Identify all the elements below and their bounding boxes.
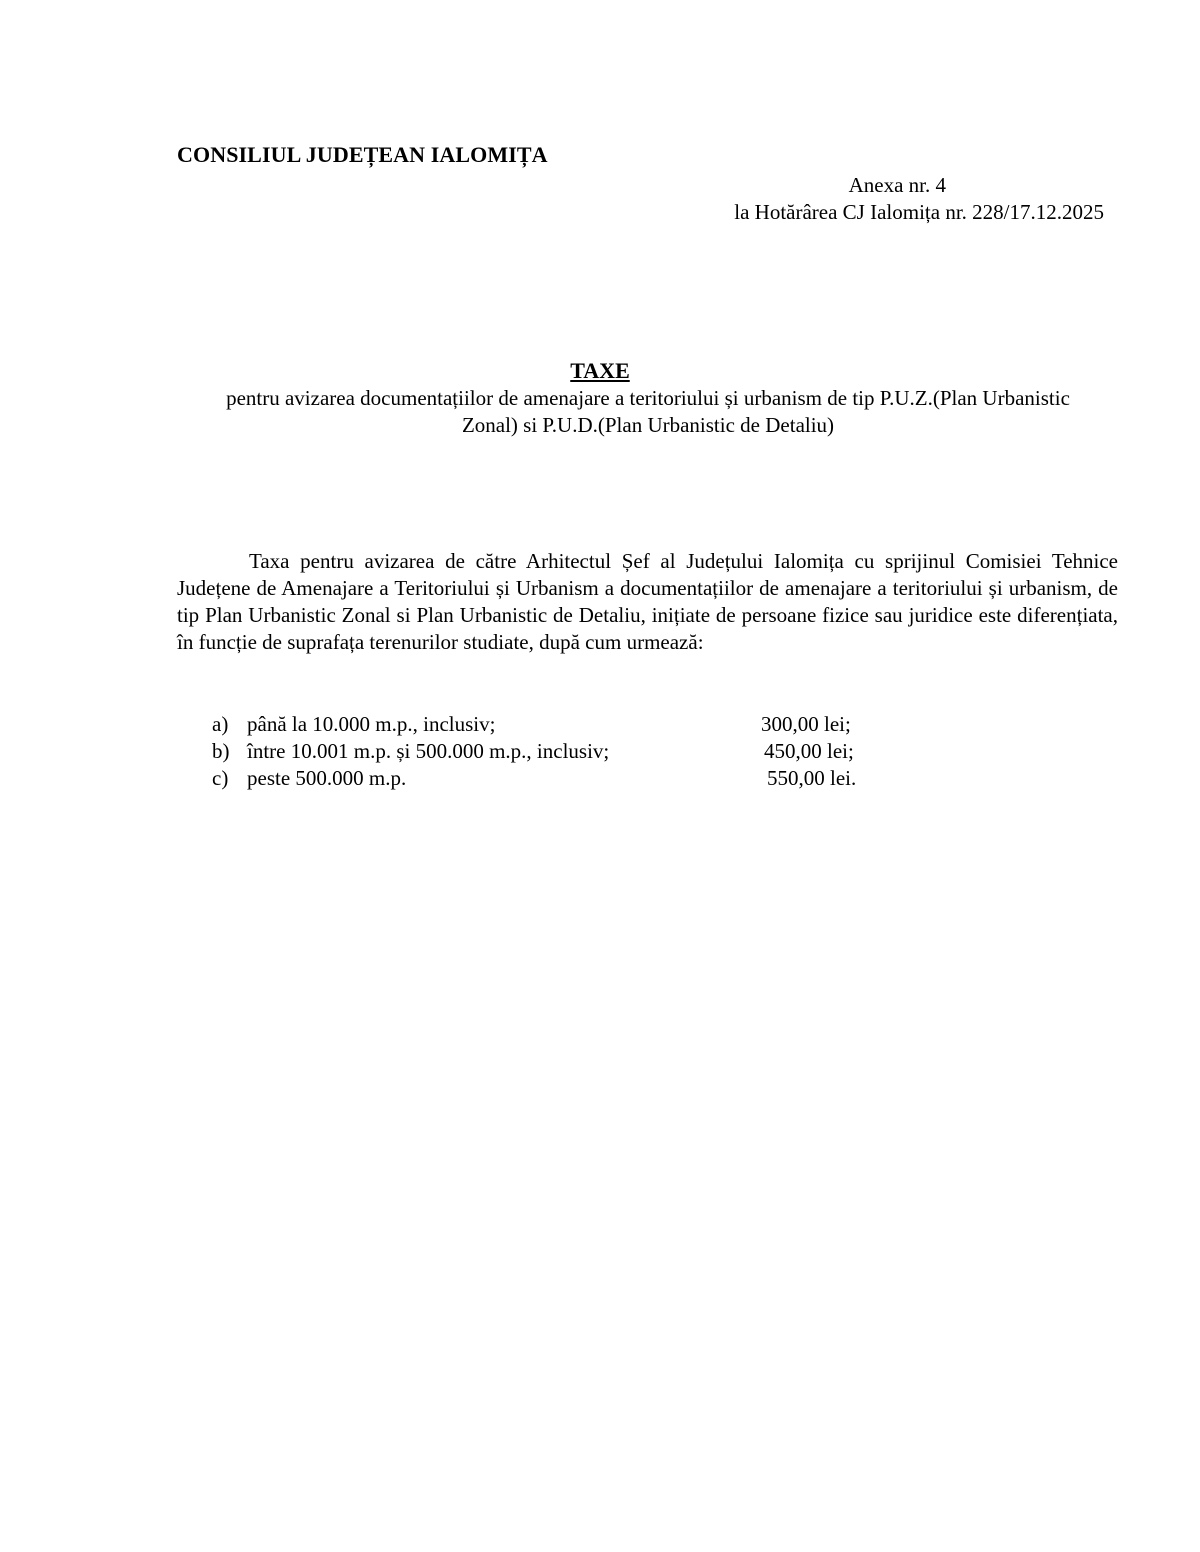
fee-description: peste 500.000 m.p. <box>247 766 407 790</box>
fee-item <box>212 738 912 765</box>
fee-amount: 450,00 lei; <box>764 739 854 763</box>
fee-marker: b) <box>212 739 230 763</box>
fee-item <box>212 711 912 738</box>
document-title: TAXE <box>570 358 630 383</box>
body-paragraph: Taxa pentru avizarea de către Arhitectul Șef al Județului Ialomița cu sprijinul Comisiei Tehnice Județene de Amenajare a Teritoriului și Urbanism a documentațiilor de amenajare a teritoriului și urbanism, de tip Plan Urbanistic Zonal si Plan Urbanistic de Detaliu, inițiate de persoane fizice sau juridice este diferențiata, în funcție de suprafața terenurilor studiate, după cum urmează: <box>177 549 1118 654</box>
fee-marker: c) <box>212 766 229 790</box>
decision-reference: la Hotărârea CJ Ialomița nr. 228/17.12.2025 <box>734 200 1104 224</box>
fee-amount: 550,00 lei. <box>767 766 857 790</box>
document-subtitle: pentru avizarea documentațiilor de amenajare a teritoriului și urbanism de tip P.U.Z.(Plan Urbanistic Zonal) si P.U.D.(Plan Urbanistic de Detaliu) <box>226 386 1070 437</box>
fee-amount: 300,00 lei; <box>761 712 851 736</box>
fee-item <box>212 765 912 792</box>
council-name: CONSILIUL JUDEȚEAN IALOMIȚA <box>177 142 548 167</box>
annex-number: Anexa nr. 4 <box>848 173 946 197</box>
fee-list <box>212 711 912 792</box>
fee-description: până la 10.000 m.p., inclusiv; <box>247 712 496 736</box>
fee-marker: a) <box>212 712 229 736</box>
fee-description: între 10.001 m.p. și 500.000 m.p., inclusiv; <box>247 739 610 763</box>
annex-reference <box>734 172 1104 226</box>
